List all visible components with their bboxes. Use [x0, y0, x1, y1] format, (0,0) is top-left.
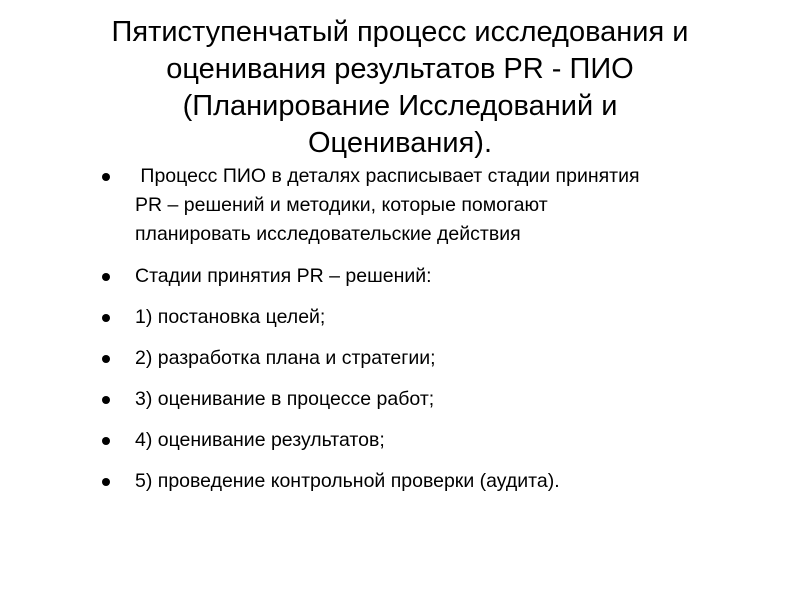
bullet-dot-icon: [102, 396, 110, 404]
bullet-text: 2) разработка плана и стратегии;: [135, 347, 436, 369]
bullet-dot-icon: [102, 173, 110, 181]
bullet-item-stage-5: [98, 467, 698, 496]
title-line-2: оценивания результатов PR - ПИО: [166, 53, 634, 85]
title-line-3: (Планирование Исследований и: [182, 90, 618, 122]
bullet-dot-icon: [102, 273, 110, 281]
bullet-item-intro: [98, 162, 698, 249]
bullet-list: [98, 162, 698, 508]
bullet-dot-icon: [102, 355, 110, 363]
bullet-text: 4) оценивание результатов;: [135, 429, 385, 451]
bullet-text: Стадии принятия PR – решений:: [135, 265, 432, 287]
bullet-item-stage-1: [98, 303, 698, 332]
bullet-item-stages-heading: [98, 262, 698, 291]
title-line-4: Оценивания).: [307, 127, 493, 159]
bullet-text: 5) проведение контрольной проверки (аудита).: [135, 470, 560, 492]
bullet-dot-icon: [102, 478, 110, 486]
bullet-dot-icon: [102, 437, 110, 445]
bullet-item-stage-4: [98, 426, 698, 455]
bullet-item-stage-2: [98, 344, 698, 373]
bullet-dot-icon: [102, 314, 110, 322]
title-line-1: Пятиступенчатый процесс исследования и: [111, 16, 689, 48]
bullet-text: 3) оценивание в процессе работ;: [135, 388, 435, 410]
slide-title: [40, 14, 760, 162]
bullet-item-stage-3: [98, 385, 698, 414]
bullet-text: 1) постановка целей;: [135, 306, 326, 328]
bullet-text: Процесс ПИО в деталях расписывает стадии принятия PR – решений и методики, которые помогают планировать исследовательские действия: [135, 165, 645, 245]
